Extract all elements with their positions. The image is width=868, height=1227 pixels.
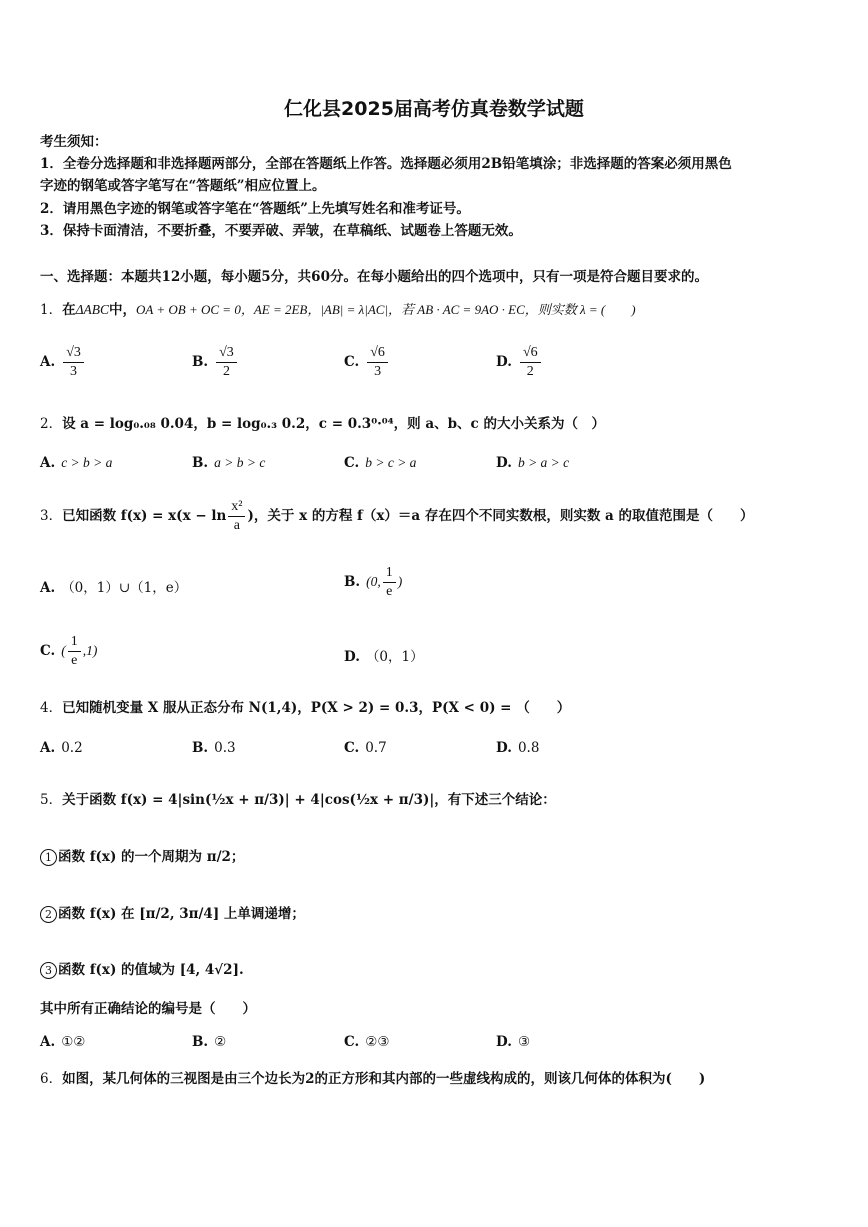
page-title: 仁化县2025届高考仿真卷数学试题	[284, 98, 584, 120]
notice-item: 1．全卷分选择题和非选择题两部分，全部在答题纸上作答。选择题必须用2B铅笔填涂；非选择题的答案必须用黑色	[40, 156, 732, 172]
question-3	[40, 496, 838, 536]
question-text: 已知随机变量 X 服从正态分布 N(1,4)，P(X > 2) = 0.3，P(X < 0) = （ ）	[62, 700, 571, 716]
option-text: a > b > c	[214, 455, 266, 470]
option-c[interactable]	[40, 633, 97, 670]
option-label: C.	[40, 643, 56, 659]
option-text: ,1)	[82, 643, 98, 658]
fraction: $\frac{1}{e}$	[383, 564, 396, 601]
circled-number: 1	[40, 849, 57, 866]
option-text: 0.2	[61, 740, 83, 756]
conclusion-3	[40, 959, 838, 981]
option-text: ①②	[61, 1034, 86, 1050]
option-a[interactable]	[40, 740, 83, 756]
section-heading: 一、选择题：本题共12小题，每小题5分，共60分。在每小题给出的四个选项中，只有一项是符合题目要求的。	[40, 269, 708, 285]
option-label: D.	[496, 1034, 512, 1050]
option-a[interactable]	[40, 344, 86, 381]
option-label: C.	[344, 455, 360, 471]
option-label: C.	[344, 1034, 360, 1050]
question-number: 4．	[40, 700, 63, 716]
option-label: A.	[40, 580, 56, 596]
option-label: A.	[40, 354, 56, 370]
notice-item: 2．请用黑色字迹的钢笔或答字笔在“答题纸”上先填写姓名和准考证号。	[40, 201, 470, 217]
conclusion-1	[40, 846, 838, 868]
option-b[interactable]	[344, 564, 402, 601]
circled-number: 3	[40, 962, 57, 979]
option-text: （0，1）	[365, 649, 424, 665]
option-text: (0,	[366, 574, 381, 589]
option-label: B.	[344, 574, 361, 590]
fraction: $\frac{√3}{3}$	[63, 344, 84, 381]
option-b[interactable]	[192, 344, 239, 381]
option-label: B.	[192, 1034, 209, 1050]
option-label: D.	[496, 354, 512, 370]
option-text: 0.7	[365, 740, 387, 756]
question-text: 已知函数 f(x) = x(x − ln	[62, 508, 227, 524]
question-number: 5．	[40, 792, 63, 808]
option-d[interactable]	[496, 344, 543, 381]
question-text: 中，	[109, 302, 137, 318]
option-a[interactable]	[40, 1034, 85, 1050]
fraction: $\frac{\text{x²}}{a}$	[228, 498, 245, 535]
question-text: 关于函数 f(x) = 4|sin(½x + π/3)| + 4|cos(½x + π/3)|，有下述三个结论：	[62, 792, 556, 808]
option-text: (	[61, 643, 66, 658]
option-a[interactable]	[40, 576, 187, 596]
question-number: 6．	[40, 1071, 63, 1087]
option-label: A.	[40, 740, 56, 756]
option-label: D.	[496, 455, 512, 471]
question-2	[40, 413, 838, 435]
option-label: C.	[344, 740, 360, 756]
option-c[interactable]	[344, 344, 390, 381]
question-5-ask: 其中所有正确结论的编号是（ ）	[40, 1001, 256, 1017]
option-c[interactable]	[344, 1034, 389, 1050]
option-label: B.	[192, 740, 209, 756]
notice-item: 字迹的钢笔或答字笔写在“答题纸”相应位置上。	[40, 178, 326, 194]
question-text: 设 a = log₀.₀₈ 0.04，b = log₀.₃ 0.2，c = 0.3⁰·⁰⁴，则 a、b、c 的大小关系为（ ）	[62, 416, 605, 432]
option-d[interactable]	[344, 645, 424, 665]
option-text: ③	[517, 1034, 531, 1050]
fraction: $\frac{√6}{2}$	[520, 344, 541, 381]
option-text: ②	[214, 1034, 227, 1050]
question-text: 在	[62, 302, 76, 318]
option-text: b > a > c	[517, 455, 570, 470]
question-text: )，关于 x 的方程 f（x）＝a 存在四个不同实数根，则实数 a 的取值范围是（ ）	[247, 508, 754, 524]
circled-number: 2	[40, 906, 57, 923]
question-6	[40, 1068, 838, 1090]
option-d[interactable]	[496, 1034, 530, 1050]
option-label: D.	[496, 740, 512, 756]
option-label: B.	[192, 354, 209, 370]
conclusion-text: 函数 f(x) 的值域为 [4, 4√2].	[58, 962, 244, 978]
triangle-label: ΔABC	[75, 302, 110, 317]
option-b[interactable]	[192, 740, 236, 756]
option-label: B.	[192, 455, 209, 471]
question-number: 2．	[40, 416, 63, 432]
option-d[interactable]	[496, 455, 569, 471]
question-1	[40, 299, 838, 321]
question-text: 如图，某几何体的三视图是由三个边长为2的正方形和其内部的一些虚线构成的，则该几何体的体积为( )	[62, 1071, 706, 1087]
option-text: （0，1）∪（1，e）	[61, 580, 188, 596]
option-a[interactable]	[40, 455, 112, 471]
conclusion-2	[40, 903, 838, 925]
conclusion-text: 函数 f(x) 的一个周期为 π/2；	[58, 849, 245, 865]
option-text: ②③	[365, 1034, 390, 1050]
question-5	[40, 789, 838, 811]
conclusion-text: 函数 f(x) 在 [π/2, 3π/4] 上单调递增；	[58, 906, 305, 922]
question-number: 3．	[40, 508, 63, 524]
question-condition: OA + OB + OC = 0，AE = 2EB，|AB| = λ|AC|，若 AB · AC = 9AO · EC，则实数 λ = ( )	[136, 302, 636, 317]
question-4	[40, 697, 838, 719]
question-number: 1．	[40, 302, 63, 318]
notice-heading: 考生须知：	[40, 134, 108, 150]
fraction: $\frac{1}{e}$	[68, 633, 81, 670]
option-label: D.	[344, 649, 360, 665]
fraction: $\frac{√6}{3}$	[367, 344, 388, 381]
notice-item: 3．保持卡面清洁，不要折叠，不要弄破、弄皱，在草稿纸、试题卷上答题无效。	[40, 223, 522, 239]
option-text: b > c > a	[365, 455, 417, 470]
fraction: $\frac{√3}{2}$	[216, 344, 237, 381]
option-text: 0.8	[517, 740, 540, 756]
option-b[interactable]	[192, 1034, 226, 1050]
option-b[interactable]	[192, 455, 265, 471]
option-label: A.	[40, 455, 56, 471]
option-label: A.	[40, 1034, 56, 1050]
option-d[interactable]	[496, 740, 539, 756]
option-text: c > b > a	[61, 455, 113, 470]
option-c[interactable]	[344, 455, 416, 471]
option-label: C.	[344, 354, 360, 370]
option-c[interactable]	[344, 740, 387, 756]
option-text: )	[397, 574, 403, 589]
option-text: 0.3	[214, 740, 236, 756]
